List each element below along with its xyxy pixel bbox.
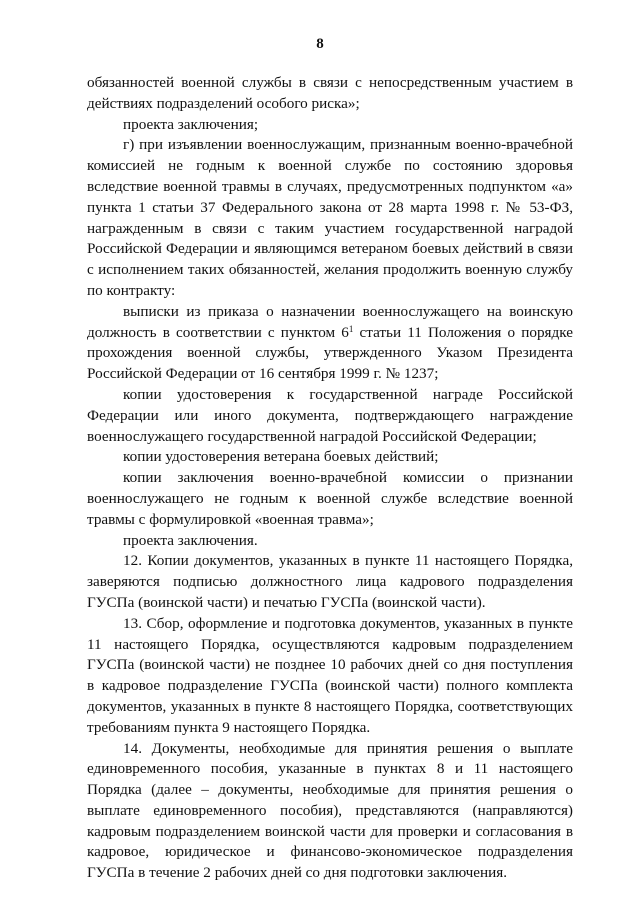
superscript-index: 1	[348, 323, 354, 334]
paragraph-item-14: 14. Документы, необходимые для принятия решения о выплате единовременного пособия, указанные в пунктах 8 и 11 настоящего Порядка (далее – документы, необходимые для принятия решения о выплате единовременного пособия), представляются (направляются) кадровым подразделением воинской части для проверки и согласования в кадровое, юридическое и финансово-экономическое подразделения ГУСПа в течение 2 рабочих дней со дня подготовки заключения.	[87, 739, 573, 882]
order-extract-text-rest: статьи 11 Положения о порядке прохождения военной службы, утвержденного Указом Президента Российской Федерации от 16 сентября 1999 г. № 1237;	[87, 323, 573, 383]
paragraph-continuation: обязанностей военной службы в связи с непосредственным участием в действиях подразделений особого риска»;	[87, 74, 573, 112]
paragraph-subitem-g: г) при изъявлении военнослужащим, признанным военно-врачебной комиссией не годным к военной службе по состоянию здоровья вследствие военной травмы в случаях, предусмотренных подпунктом «а» пункта 1 статьи 37 Федерального закона от 28 марта 1998 г. № 53-ФЗ, награжденным в связи с таким участием государственной наградой Российской Федерации и являющимся ветераном боевых действий в связи с исполнением таких обязанностей, желания продолжить военную службу по контракту:	[87, 136, 573, 299]
order-extract-text: выписки из приказа о назначении военнослужащего на воинскую должность в соответствии с пунктом 6	[87, 302, 573, 341]
paragraph-draft-conclusion: проекта заключения;	[123, 115, 259, 133]
paragraph-item-13: 13. Сбор, оформление и подготовка документов, указанных в пункте 11 настоящего Порядка, осуществляются кадровым подразделением ГУСПа (воинской части) не позднее 10 рабочих дней со дня поступления в кадровое подразделение ГУСПа (воинской части) полного комплекта документов, указанных в пункте 8 настоящего Порядка, соответствующих требованиям пункта 9 настоящего Порядка.	[87, 614, 573, 736]
paragraph-medical-commission: копии заключения военно-врачебной комиссии о признании военнослужащего не годным к военной службе вследствие военной травмы с формулировкой «военная травма»;	[87, 469, 573, 528]
paragraph-order-extract	[87, 302, 573, 385]
paragraph-item-12: 12. Копии документов, указанных в пункте 11 настоящего Порядка, заверяются подписью должностного лица кадрового подразделения ГУСПа (воинской части) и печатью ГУСПа (воинской части).	[87, 552, 573, 611]
page-number: 8	[316, 36, 324, 52]
paragraph-veteran-certificate: копии удостоверения ветерана боевых действий;	[123, 448, 439, 466]
document-body	[87, 73, 573, 884]
paragraph-draft-conclusion-2: проекта заключения.	[123, 531, 258, 549]
paragraph-award-certificate: копии удостоверения к государственной награде Российской Федерации или иного документа, подтверждающего награждение военнослужащего государственной наградой Российской Федерации;	[87, 385, 573, 445]
